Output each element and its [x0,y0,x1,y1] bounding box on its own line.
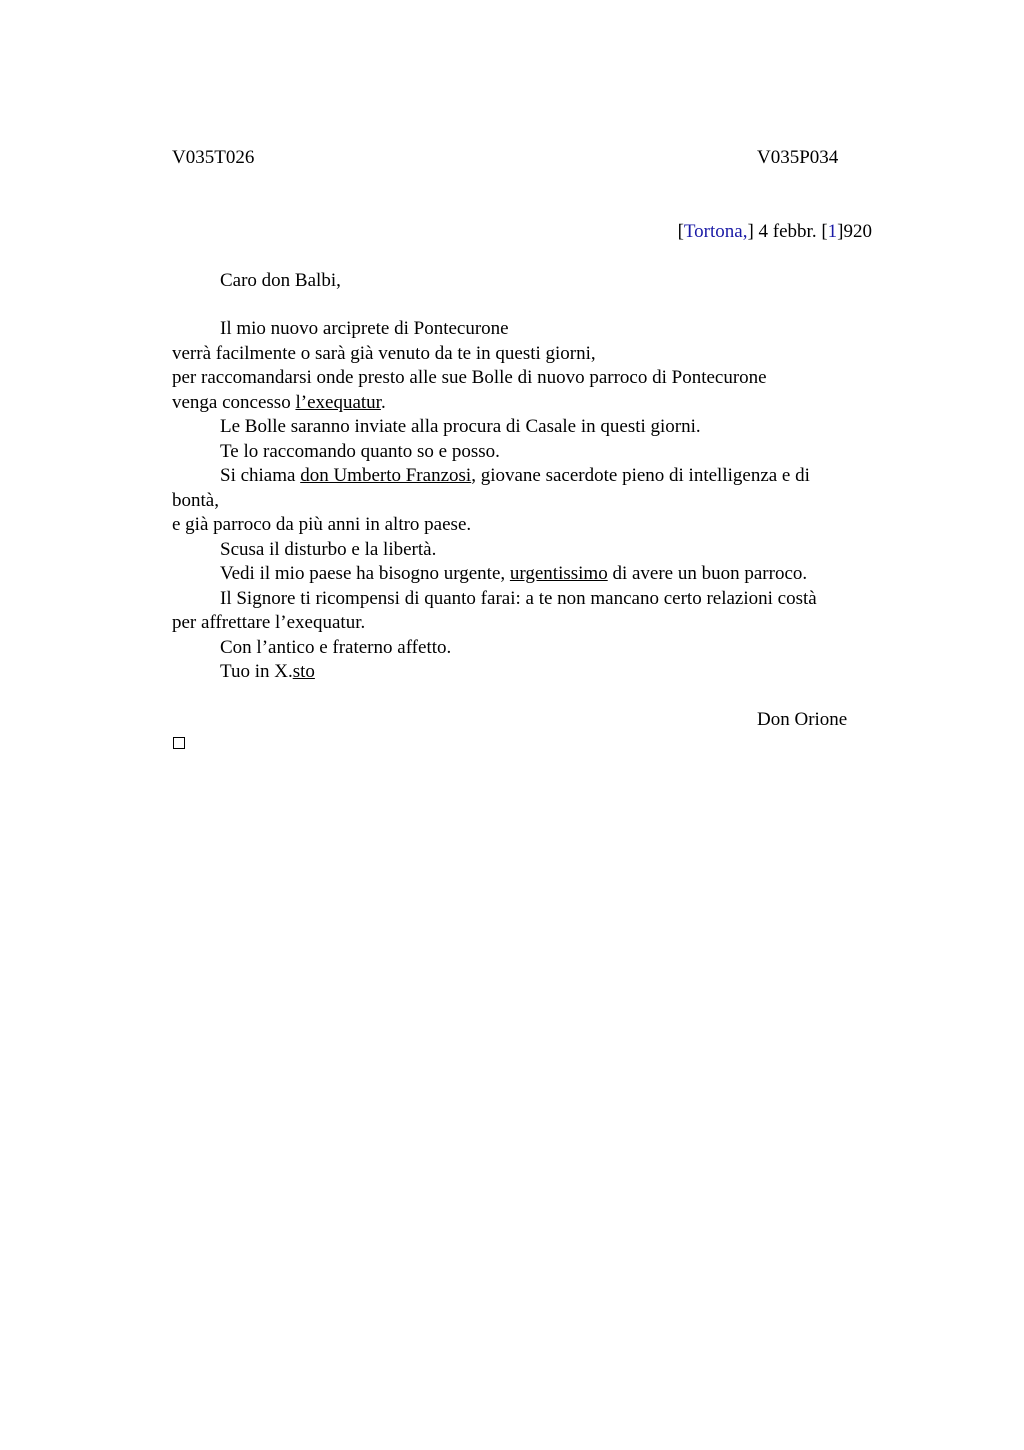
dateline [678,220,872,244]
body-line: per affrettare l’exequatur. [172,612,366,633]
body-text: . [380,391,386,413]
dateline-year-end: ]920 [837,221,872,242]
document-ref-right: V035P034 [757,147,839,168]
body-line: Le Bolle saranno inviate alla procura di Casale in questi giorni. [220,416,701,437]
body-line: Il Signore ti ricompensi di quanto farai: a te non mancano certo relazioni costà [220,587,817,609]
document-ref-left: V035T026 [172,147,255,168]
underlined-name: don Umberto Franzosi [300,465,472,486]
closing-line [172,660,872,685]
underlined-term: l’exequatur [295,391,381,413]
body-line: Il mio nuovo arciprete di Pontecurone [220,318,509,339]
dateline-open-bracket: [ [677,221,684,242]
body-line: e già parroco da più anni in altro paese. [172,514,472,535]
body-text: venga concesso [172,391,296,413]
closing-text: Tuo in X. [220,661,293,682]
body-text: Si chiama [220,465,301,486]
body-line [172,562,872,587]
body-line [172,391,872,416]
body-line: verrà facilmente o sarà già venuto da te in questi giorni, [172,342,596,364]
body-line: bontà, [172,489,219,511]
signature: Don Orione [757,709,848,730]
end-square-icon [173,737,185,749]
underlined-abbrev: sto [292,661,315,682]
body-line: per raccomandarsi onde presto alle sue Bolle di nuovo parroco di Pontecurone [172,367,767,388]
dateline-date: ] 4 febbr. [ [747,221,828,242]
body-line: Con l’antico e fraterno affetto. [220,636,452,658]
underlined-word: urgentissimo [509,563,608,584]
dateline-place: Tortona, [683,221,748,242]
body-line [172,464,872,489]
body-line: Te lo raccomando quanto so e posso. [220,440,500,462]
salutation: Caro don Balbi, [220,270,341,291]
dateline-year-digit: 1 [827,221,838,242]
letter-body [172,317,872,685]
body-text: Vedi il mio paese ha bisogno urgente, [220,563,510,584]
body-line: Scusa il disturbo e la libertà. [220,538,437,560]
body-text: di avere un buon parroco. [607,563,808,584]
body-text: , giovane sacerdote pieno di intelligenza e di [471,465,810,486]
